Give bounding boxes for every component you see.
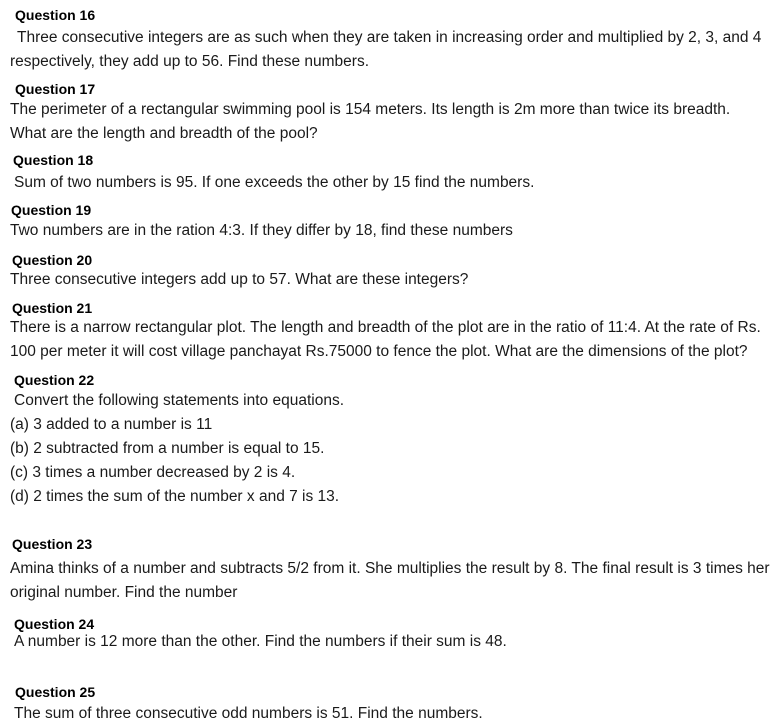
question-heading: Question 24 (14, 616, 95, 632)
question-heading: Question 19 (11, 202, 92, 218)
question-text-line: respectively, they add up to 56. Find these numbers. (10, 53, 369, 70)
question-heading: Question 25 (15, 684, 96, 700)
question-text-line: (b) 2 subtracted from a number is equal to 15. (10, 440, 325, 457)
question-text-line: Three consecutive integers add up to 57. What are these integers? (10, 271, 469, 288)
question-heading: Question 18 (13, 152, 94, 168)
question-text-line: (d) 2 times the sum of the number x and 7 is 13. (10, 488, 340, 505)
question-heading: Question 23 (12, 536, 93, 552)
question-text-line: Convert the following statements into equations. (14, 392, 344, 409)
question-text-line: The sum of three consecutive odd numbers is 51. Find the numbers. (14, 705, 483, 722)
question-text-line: (a) 3 added to a number is 11 (10, 416, 213, 433)
question-text-line: Sum of two numbers is 95. If one exceeds the other by 15 find the numbers. (14, 174, 535, 191)
question-heading: Question 20 (12, 252, 93, 268)
question-text-line: Amina thinks of a number and subtracts 5/2 from it. She multiplies the result by 8. The final result is 3 times her (10, 560, 770, 577)
question-text-line: 100 per meter it will cost village panchayat Rs.75000 to fence the plot. What are the dimensions of the plot? (10, 343, 748, 360)
question-text-line: A number is 12 more than the other. Find the numbers if their sum is 48. (14, 633, 507, 650)
question-heading: Question 21 (12, 300, 93, 316)
question-heading: Question 17 (15, 81, 96, 97)
question-text-line: There is a narrow rectangular plot. The length and breadth of the plot are in the ratio of 11:4. At the rate of Rs. (10, 319, 761, 336)
question-text-line: What are the length and breadth of the pool? (10, 125, 318, 142)
question-heading: Question 16 (15, 7, 96, 23)
question-heading: Question 22 (14, 372, 95, 388)
question-text-line: Three consecutive integers are as such when they are taken in increasing order and multiplied by 2, 3, and 4 (17, 29, 762, 46)
question-text-line: Two numbers are in the ration 4:3. If they differ by 18, find these numbers (10, 222, 513, 239)
question-text-line: The perimeter of a rectangular swimming pool is 154 meters. Its length is 2m more than twice its breadth. (10, 101, 731, 118)
question-text-line: original number. Find the number (10, 584, 238, 601)
question-text-line: (c) 3 times a number decreased by 2 is 4. (10, 464, 296, 481)
